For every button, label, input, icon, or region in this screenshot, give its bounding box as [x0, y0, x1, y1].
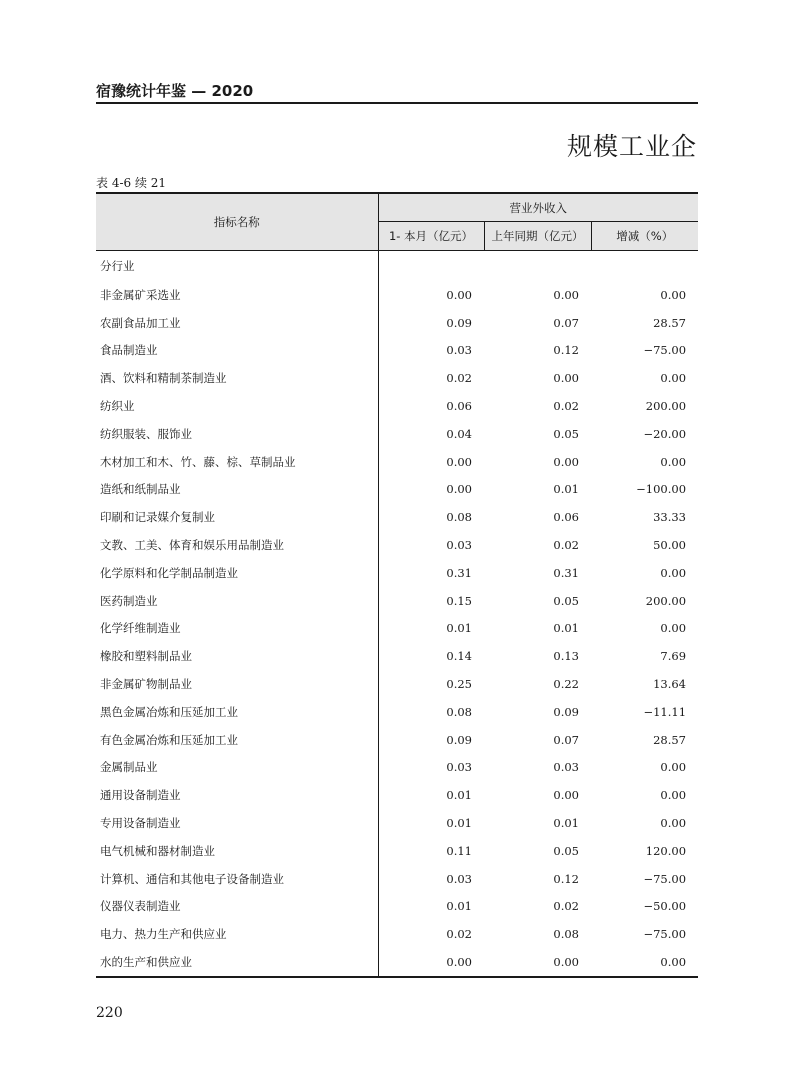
row-current-value: 0.03 [446, 538, 472, 553]
row-indicator-name: 印刷和记录媒介复制业 [96, 503, 378, 531]
table-row [96, 837, 698, 865]
row-previous-value: 0.09 [553, 704, 579, 719]
column-header-current-period: 1- 本月（亿元） [378, 222, 484, 251]
row-indicator-name: 酒、饮料和精制茶制造业 [96, 364, 378, 392]
running-header-title: 宿豫统计年鉴 — 2020 [96, 82, 254, 100]
row-current-value: 0.14 [446, 649, 472, 664]
row-previous-value: 0.07 [553, 315, 579, 330]
statistics-table-container [96, 192, 698, 978]
column-header-previous-period: 上年同期（亿元） [484, 222, 591, 251]
row-indicator-name: 化学纤维制造业 [96, 615, 378, 643]
row-indicator-name: 通用设备制造业 [96, 781, 378, 809]
table-row [96, 670, 698, 698]
row-indicator-name: 有色金属冶炼和压延加工业 [96, 726, 378, 754]
row-change-value: 7.69 [660, 649, 687, 664]
row-previous-value: 0.01 [553, 482, 579, 497]
row-current-value: 0.00 [446, 287, 472, 302]
row-change-value: 0.00 [660, 371, 687, 386]
row-current-value: 0.11 [446, 843, 472, 858]
row-indicator-name: 造纸和纸制品业 [96, 476, 378, 504]
table-row [96, 754, 698, 782]
row-current-value: 0.31 [446, 565, 472, 580]
table-row [96, 448, 698, 476]
row-previous-value: 0.06 [553, 510, 579, 525]
table-row [96, 642, 698, 670]
section-title: 规模工业企 [566, 132, 697, 161]
row-current-value: 0.01 [446, 621, 472, 636]
row-current-value: 0.04 [446, 426, 472, 441]
row-change-value: 28.57 [653, 315, 687, 330]
table-body [96, 251, 698, 977]
row-change-value: 200.00 [645, 399, 687, 414]
row-indicator-name: 文教、工美、体育和娱乐用品制造业 [96, 531, 378, 559]
header-divider [96, 102, 698, 104]
row-change-value: 0.00 [660, 760, 687, 775]
row-change-value: −75.00 [643, 871, 687, 886]
row-change-value: 120.00 [645, 843, 687, 858]
row-previous-value [484, 251, 591, 282]
row-current-value: 0.00 [446, 482, 472, 497]
row-current-value: 0.03 [446, 343, 472, 358]
row-previous-value: 0.02 [553, 538, 579, 553]
table-row [96, 893, 698, 921]
table-row [96, 865, 698, 893]
row-current-value: 0.15 [446, 593, 472, 608]
row-previous-value: 0.12 [553, 343, 579, 358]
row-indicator-name: 医药制造业 [96, 587, 378, 615]
table-row [96, 337, 698, 365]
page-number: 220 [96, 1005, 123, 1021]
row-change-value: 33.33 [653, 510, 687, 525]
table-row [96, 948, 698, 977]
row-previous-value: 0.00 [553, 454, 579, 469]
row-current-value: 0.06 [446, 399, 472, 414]
row-change-value: −50.00 [643, 899, 687, 914]
row-change-value: −11.11 [643, 704, 687, 719]
table-row [96, 781, 698, 809]
row-change-value [591, 251, 698, 282]
table-row [96, 364, 698, 392]
row-current-value: 0.01 [446, 788, 472, 803]
row-change-value: 13.64 [653, 677, 687, 692]
row-indicator-name: 化学原料和化学制品制造业 [96, 559, 378, 587]
row-current-value: 0.01 [446, 899, 472, 914]
row-previous-value: 0.13 [553, 649, 579, 664]
row-current-value: 0.01 [446, 816, 472, 831]
row-current-value: 0.09 [446, 315, 472, 330]
table-label: 表 4-6 续 21 [96, 176, 167, 190]
row-previous-value: 0.01 [553, 621, 579, 636]
row-change-value: 0.00 [591, 948, 698, 977]
row-current-value: 0.00 [446, 454, 472, 469]
row-change-value: 200.00 [645, 593, 687, 608]
row-change-value: 0.00 [660, 565, 687, 580]
row-change-value: 0.00 [660, 287, 687, 302]
table-row [96, 503, 698, 531]
row-current-value: 0.03 [446, 871, 472, 886]
row-change-value: −20.00 [643, 426, 687, 441]
row-previous-value: 0.05 [553, 593, 579, 608]
row-change-value: −100.00 [636, 482, 687, 497]
table-header [96, 193, 698, 251]
row-current-value: 0.08 [446, 704, 472, 719]
row-indicator-name: 计算机、通信和其他电子设备制造业 [96, 865, 378, 893]
row-indicator-name: 分行业 [96, 251, 378, 282]
row-current-value [378, 251, 484, 282]
row-previous-value: 0.05 [553, 426, 579, 441]
table-row [96, 698, 698, 726]
row-previous-value: 0.02 [553, 899, 579, 914]
row-indicator-name: 农副食品加工业 [96, 309, 378, 337]
row-current-value: 0.09 [446, 732, 472, 747]
row-current-value: 0.00 [378, 948, 484, 977]
row-indicator-name: 纺织业 [96, 392, 378, 420]
row-indicator-name: 电气机械和器材制造业 [96, 837, 378, 865]
row-previous-value: 0.12 [553, 871, 579, 886]
row-indicator-name: 非金属矿物制品业 [96, 670, 378, 698]
row-indicator-name: 仪器仪表制造业 [96, 893, 378, 921]
row-indicator-name: 金属制品业 [96, 754, 378, 782]
row-indicator-name: 橡胶和塑料制品业 [96, 642, 378, 670]
table-row [96, 726, 698, 754]
row-current-value: 0.02 [446, 371, 472, 386]
row-previous-value: 0.00 [484, 948, 591, 977]
table-row [96, 251, 698, 282]
row-previous-value: 0.00 [553, 287, 579, 302]
row-previous-value: 0.03 [553, 760, 579, 775]
row-indicator-name: 非金属矿采选业 [96, 281, 378, 309]
row-indicator-name: 水的生产和供应业 [96, 948, 378, 977]
table-row [96, 615, 698, 643]
row-change-value: −75.00 [643, 343, 687, 358]
row-previous-value: 0.05 [553, 843, 579, 858]
column-group-header-non-operating-income: 营业外收入 [378, 193, 698, 222]
table-row [96, 920, 698, 948]
row-change-value: 0.00 [660, 788, 687, 803]
row-change-value: 28.57 [653, 732, 687, 747]
row-change-value: 50.00 [653, 538, 687, 553]
row-previous-value: 0.02 [553, 399, 579, 414]
row-previous-value: 0.00 [553, 371, 579, 386]
table-row [96, 309, 698, 337]
row-change-value: 0.00 [660, 621, 687, 636]
row-current-value: 0.25 [446, 677, 472, 692]
row-change-value: −75.00 [643, 927, 687, 942]
row-previous-value: 0.22 [553, 677, 579, 692]
row-previous-value: 0.00 [553, 788, 579, 803]
row-indicator-name: 电力、热力生产和供应业 [96, 920, 378, 948]
column-header-change-percent: 增减（%） [591, 222, 698, 251]
row-indicator-name: 纺织服装、服饰业 [96, 420, 378, 448]
column-header-indicator-name: 指标名称 [96, 193, 378, 251]
row-indicator-name: 木材加工和木、竹、藤、棕、草制品业 [96, 448, 378, 476]
row-indicator-name: 专用设备制造业 [96, 809, 378, 837]
row-current-value: 0.02 [446, 927, 472, 942]
table-row [96, 392, 698, 420]
row-previous-value: 0.07 [553, 732, 579, 747]
table-row [96, 531, 698, 559]
table-row [96, 809, 698, 837]
row-previous-value: 0.01 [553, 816, 579, 831]
row-current-value: 0.08 [446, 510, 472, 525]
row-indicator-name: 黑色金属冶炼和压延加工业 [96, 698, 378, 726]
table-row [96, 281, 698, 309]
row-current-value: 0.03 [446, 760, 472, 775]
table-row [96, 587, 698, 615]
table-row [96, 420, 698, 448]
row-change-value: 0.00 [660, 816, 687, 831]
row-change-value: 0.00 [660, 454, 687, 469]
table-row [96, 559, 698, 587]
row-indicator-name: 食品制造业 [96, 337, 378, 365]
row-previous-value: 0.08 [553, 927, 579, 942]
row-previous-value: 0.31 [553, 565, 579, 580]
table-row [96, 476, 698, 504]
statistics-table [96, 192, 698, 978]
